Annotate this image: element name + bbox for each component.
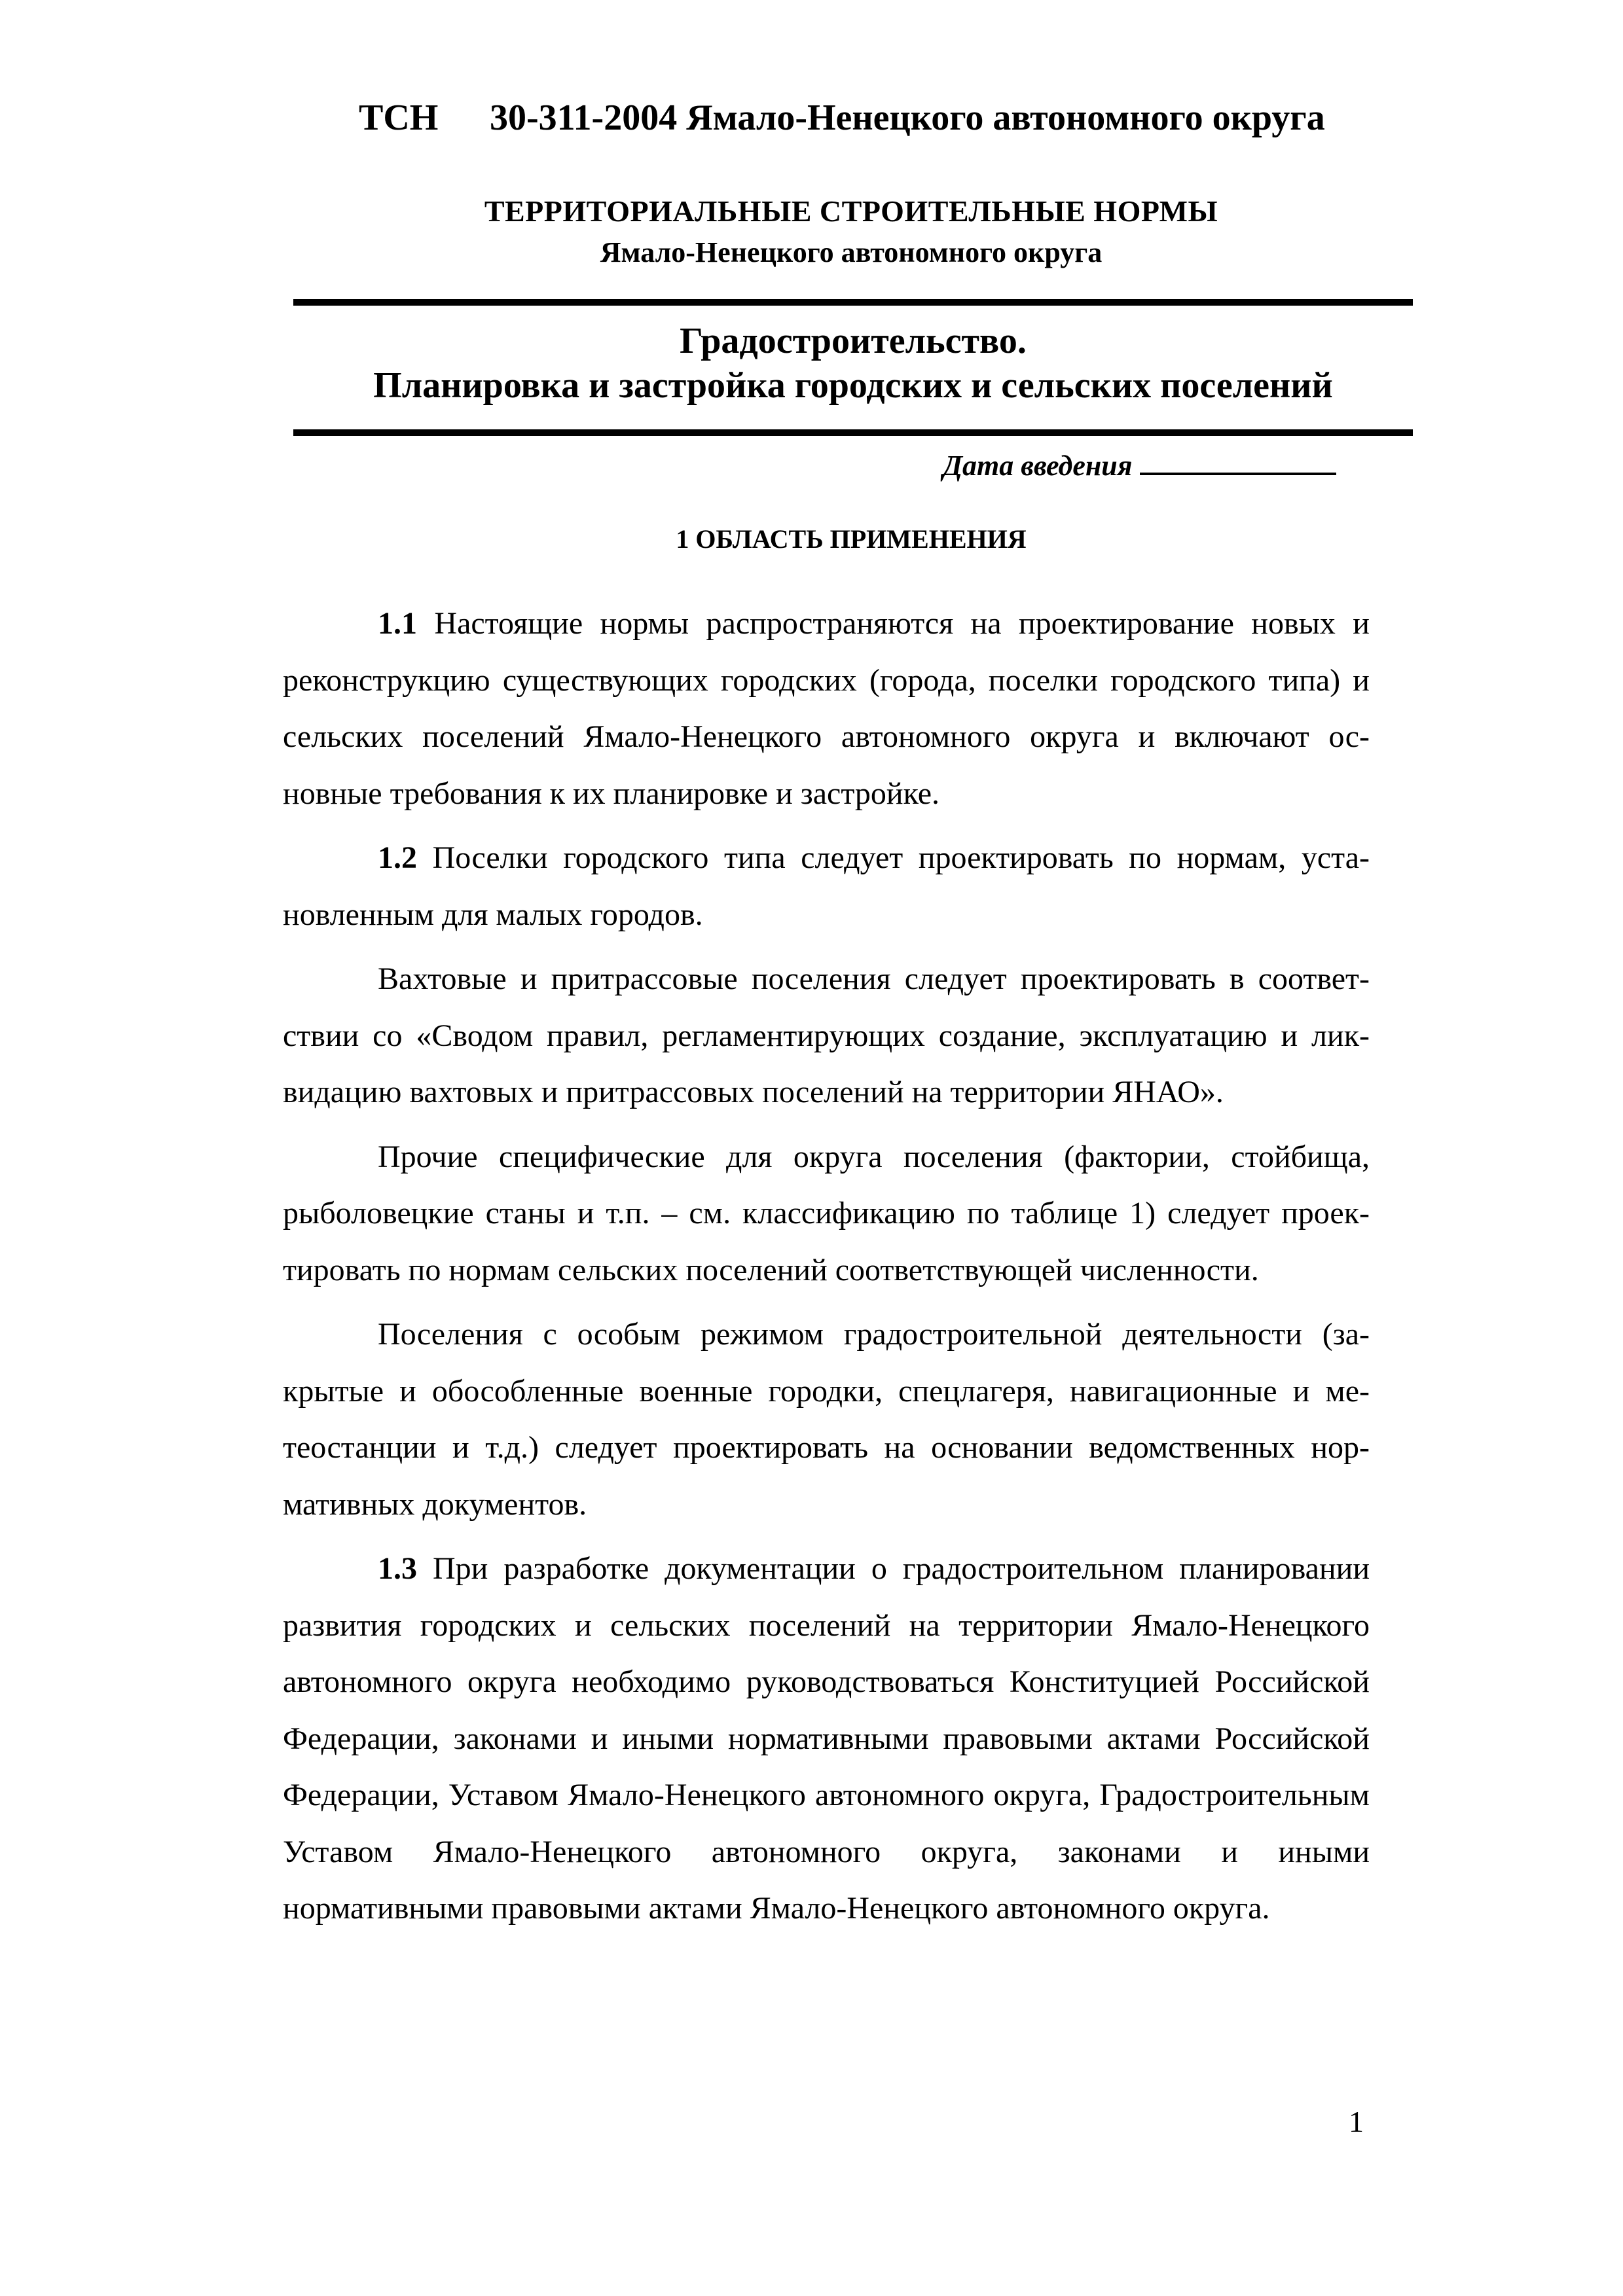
paragraph-number: 1.2 xyxy=(378,840,417,875)
paragraph-text: Настоящие нормы распространяются на проектирование новых и реконструкцию существующих городских (города, поселки городского типа) и сельских поселений Ямало-Ненецкого автономного округа и включают основные требования к их планировке и застройке. xyxy=(283,606,1370,811)
main-title-line-2: Планировка и застройка городских и сельских поселений xyxy=(373,365,1333,406)
paragraph-number: 1.1 xyxy=(378,606,417,641)
paragraph-text: Поселения с особым режимом градостроительной деятельности (закрытые и обособленные военные городки, спецлагеря, навигационные и метеостанции и т.д.) следует проектировать на основании ведомственных нормативных документов. xyxy=(283,1317,1370,1522)
section-body xyxy=(283,596,1370,1937)
paragraph-number: 1.3 xyxy=(378,1551,417,1586)
paragraph-text: При разработке документации о градостроительном планировании развития городских и сельских поселений на территории Ямало-Ненецкого автономного округа необходимо руководствоваться Конституцией Российской Федерации, законами и иными нормативными правовыми актами Российской Федерации, Уставом Ямало-Ненецкого автономного округа, Градостроительным Уставом Ямало-Ненецкого автономного округа, законами и иными нормативными правовыми актами Ямало-Ненецкого автономного округа. xyxy=(283,1551,1370,1926)
region-subtitle: Ямало-Ненецкого автономного округа xyxy=(600,236,1103,268)
intro-date-field xyxy=(943,446,1375,482)
paragraph xyxy=(283,1129,1370,1299)
intro-date-blank-line xyxy=(1140,446,1336,475)
main-title-line-1: Градостроительство. xyxy=(680,321,1027,361)
page-number: 1 xyxy=(1349,2105,1364,2138)
document-type-title: ТЕРРИТОРИАЛЬНЫЕ СТРОИТЕЛЬНЫЕ НОРМЫ xyxy=(484,194,1218,228)
paragraph xyxy=(283,596,1370,822)
title-top-rule xyxy=(293,299,1413,306)
paragraph-text: Вахтовые и притрассовые поселения следует проектировать в соответствии со «Сводом правил, регламентирующих создание, эксплуатацию и ликвидацию вахтовых и притрассовых поселений на территории ЯНАО». xyxy=(283,961,1370,1109)
paragraph xyxy=(283,1541,1370,1937)
title-bottom-rule xyxy=(293,429,1413,436)
standard-code: ТСН xyxy=(359,98,439,138)
intro-date-label: Дата введения xyxy=(943,450,1133,482)
paragraph-text: Прочие специфические для округа поселения (фактории, стойбища, рыболовецкие станы и т.п. – см. классификацию по таблице 1) следует проектировать по нормам сельских поселений соответствующей численности. xyxy=(283,1139,1370,1287)
paragraph xyxy=(283,1306,1370,1533)
paragraph xyxy=(283,951,1370,1121)
section-heading: 1 ОБЛАСТЬ ПРИМЕНЕНИЯ xyxy=(676,524,1027,554)
document-code-header xyxy=(359,97,1380,139)
standard-number-region: 30-311-2004 Ямало-Ненецкого автономного округа xyxy=(490,98,1325,138)
paragraph-text: Поселки городского типа следует проектировать по нормам, установленным для малых городов. xyxy=(283,840,1370,932)
paragraph xyxy=(283,830,1370,943)
